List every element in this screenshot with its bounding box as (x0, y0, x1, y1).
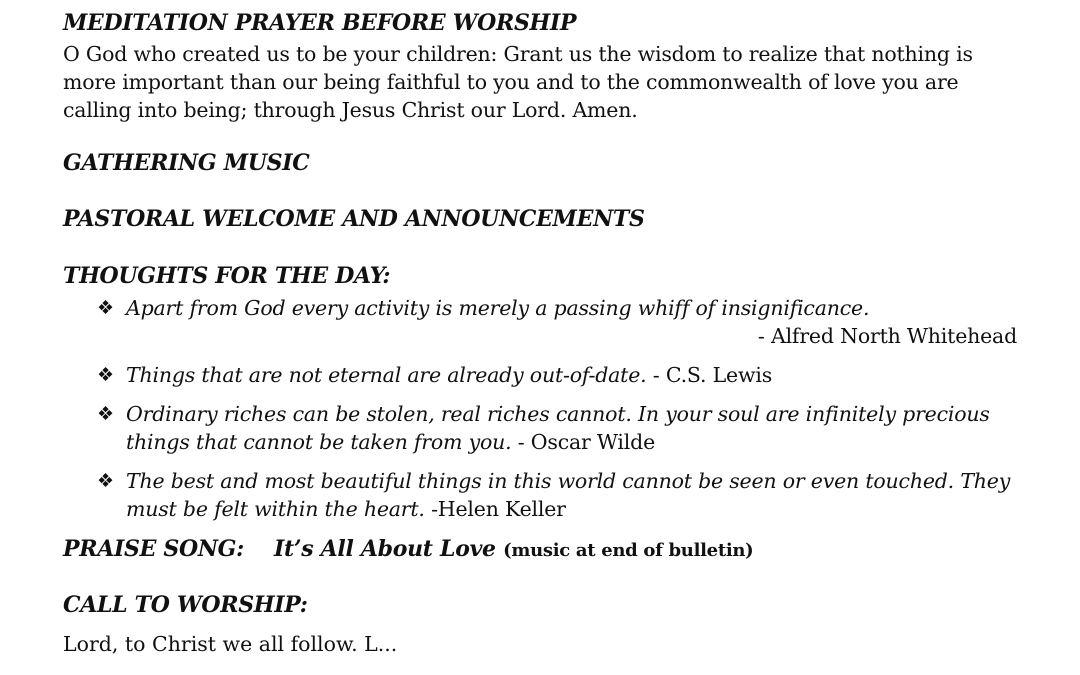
quote-author: - Oscar Wilde (511, 430, 656, 454)
quote-text: Ordinary riches can be stolen, real riches cannot. In your soul are infinitely precious things that cannot be taken from you. (126, 402, 990, 454)
quote-author: - C.S. Lewis (646, 363, 773, 387)
call-to-worship-first-line: Lord, to Christ we all follow. L... (63, 632, 398, 656)
praise-song-note: (music at end of bulletin) (503, 540, 754, 561)
bulletin-page (63, 8, 1023, 658)
praise-song-title: It’s All About Love (273, 536, 496, 562)
quote-item (97, 467, 1023, 523)
diamond-bullet-icon: ❖ (97, 297, 114, 319)
meditation-label: MEDITATION (63, 10, 228, 36)
diamond-bullet-icon: ❖ (97, 364, 114, 386)
quote-text: Things that are not eternal are already out-of-date. (126, 363, 647, 387)
quote-item (97, 400, 1023, 456)
meditation-title: PRAYER BEFORE WORSHIP (234, 10, 577, 36)
meditation-prayer-text: O God who created us to be your children: Grant us the wisdom to realize that nothing is more important than our being faithful to you and to the commonwealth of love you are calling into being; through Jesus Christ our Lord. Amen. (63, 42, 973, 122)
thoughts-list (63, 294, 1023, 523)
thoughts-heading: THOUGHTS FOR THE DAY: (63, 263, 391, 289)
pastoral-welcome-heading: PASTORAL WELCOME AND ANNOUNCEMENTS (63, 206, 645, 232)
praise-song-line (63, 534, 1023, 566)
quote-item (97, 361, 1023, 389)
diamond-bullet-icon: ❖ (97, 470, 114, 492)
diamond-bullet-icon: ❖ (97, 403, 114, 425)
quote-item (97, 294, 1023, 350)
quote-text: Apart from God every activity is merely a passing whiff of insignificance. (126, 296, 870, 320)
call-to-worship-heading: CALL TO WORSHIP: (63, 592, 308, 618)
quote-text: The best and most beautiful things in this world cannot be seen or even touched. They must be felt within the heart. (126, 469, 1011, 521)
quote-author: -Helen Keller (424, 497, 566, 521)
gathering-music-heading: GATHERING MUSIC (63, 150, 310, 176)
praise-song-label: PRAISE SONG: (63, 536, 244, 562)
quote-author: - Alfred North Whitehead (757, 324, 1017, 348)
meditation-heading (63, 8, 1023, 38)
